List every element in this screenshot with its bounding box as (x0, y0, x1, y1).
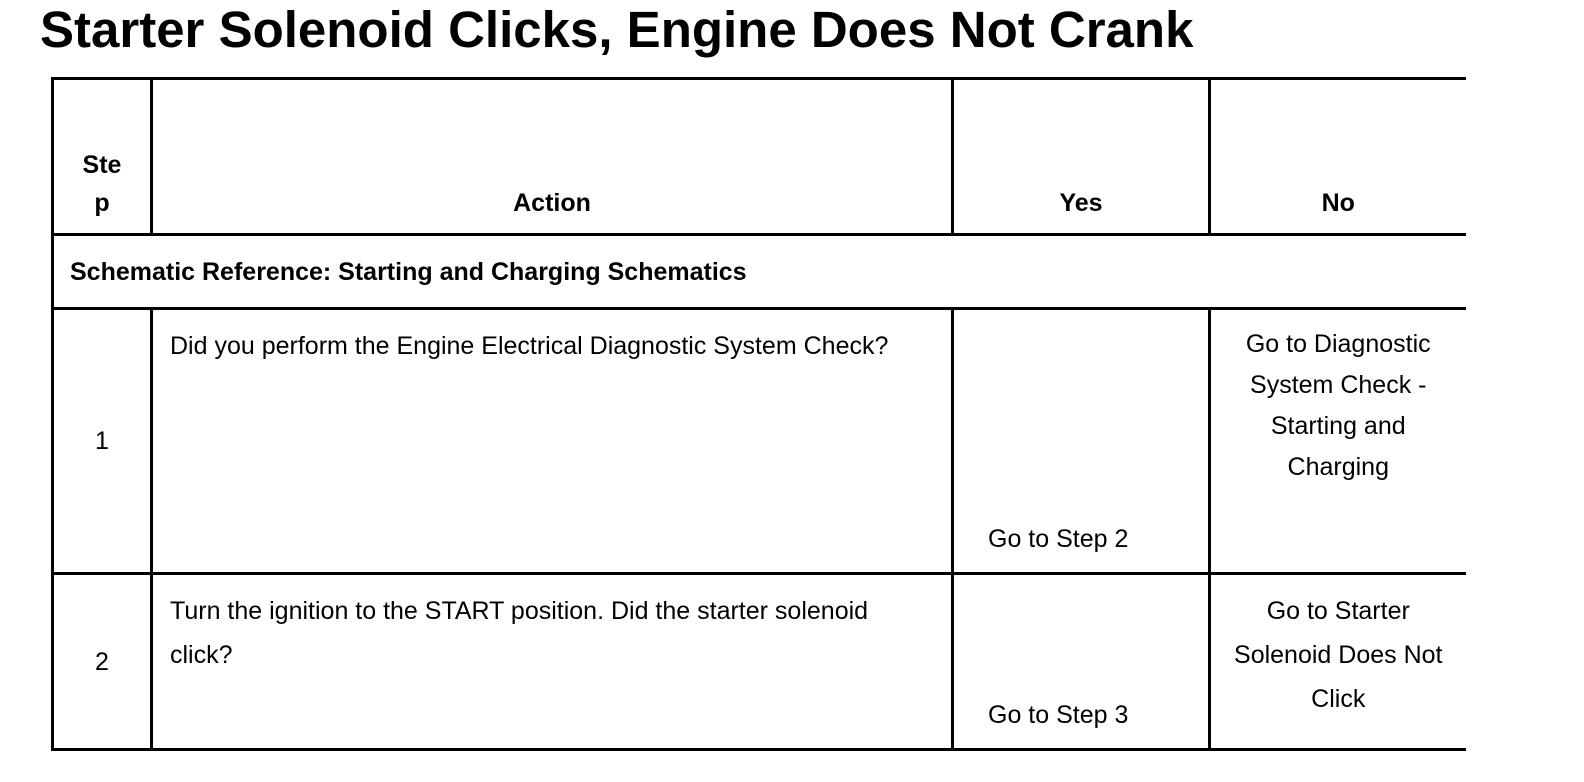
table-row (53, 309, 1466, 574)
yes-result: Go to Step 2 (953, 309, 1210, 574)
page-title: Starter Solenoid Clicks, Engine Does Not Crank (40, 1, 1194, 58)
yes-result: Go to Step 3 (953, 574, 1210, 750)
schematic-reference: Schematic Reference: Starting and Charging Schematics (53, 235, 1466, 309)
table-header-row (53, 79, 1466, 235)
diagnostic-table (51, 77, 1466, 751)
header-yes: Yes (953, 79, 1210, 235)
no-result: Go to Starter Solenoid Does Not Click (1210, 574, 1466, 750)
header-step-label: Step (82, 151, 122, 217)
step-number: 1 (53, 309, 152, 574)
action-text: Turn the ignition to the START position. Did the starter solenoid click? (152, 574, 953, 750)
header-no: No (1210, 79, 1466, 235)
header-step (53, 79, 152, 235)
table-row (53, 574, 1466, 750)
step-number: 2 (53, 574, 152, 750)
header-action: Action (152, 79, 953, 235)
action-text: Did you perform the Engine Electrical Diagnostic System Check? (152, 309, 953, 574)
no-result: Go to Diagnostic System Check - Starting and Charging (1210, 309, 1466, 574)
schematic-reference-row (53, 235, 1466, 309)
